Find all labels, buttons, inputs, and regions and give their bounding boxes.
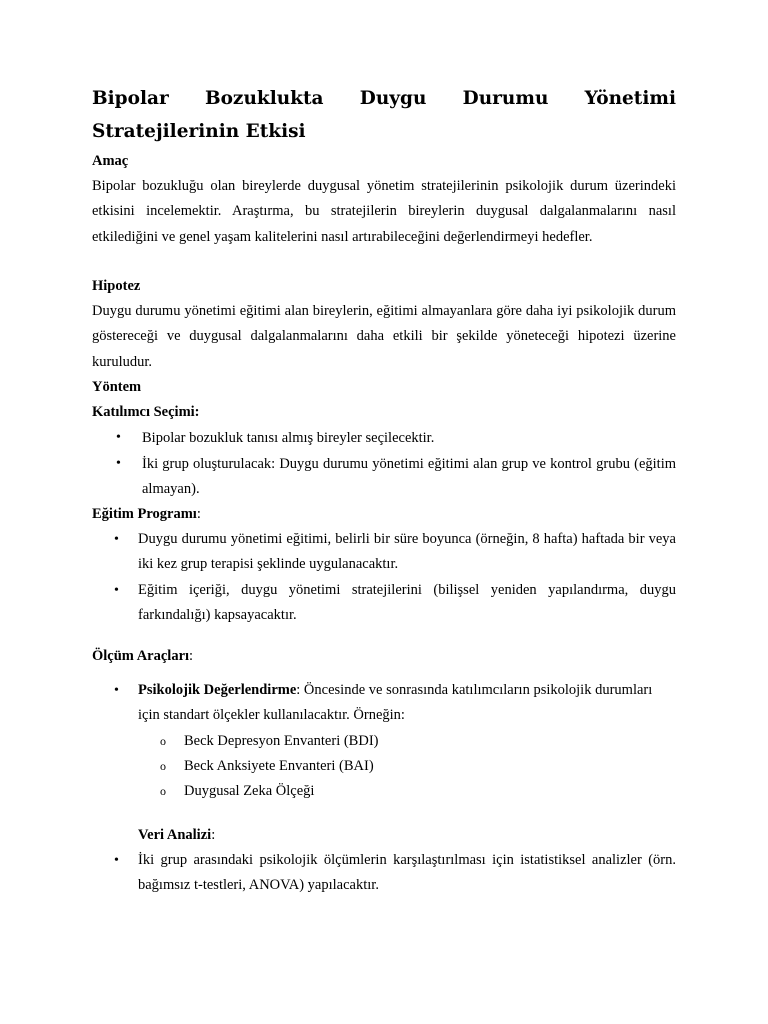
section-heading-hipotez: Hipotez bbox=[92, 278, 141, 294]
list-item: Eğitim içeriği, duygu yönetimi stratejilerini (bilişsel yeniden yapılandırma, duygu farkındalığı) kapsayacaktır. bbox=[138, 582, 676, 624]
bullet-icon: • bbox=[114, 853, 119, 868]
subheading-katilimci-secimi: Katılımcı Seçimi: bbox=[92, 404, 200, 420]
amac-paragraph: Bipolar bozukluğu olan bireylerde duygusal yönetim stratejilerinin psikolojik durum üzerindeki etkisini incelemektir. Araştırma, bu stratejilerin bireylerin duygusal dalgalanmalarını nasıl etkilediğini ve genel yaşam kalitelerini nasıl artırabileceğini değerlendirmeyi hedefler. bbox=[92, 178, 676, 245]
bullet-icon: • bbox=[114, 683, 119, 698]
subheading-veri-analizi bbox=[138, 823, 215, 848]
sub-list-item: Beck Depresyon Envanteri (BDI) bbox=[184, 733, 379, 749]
bullet-icon: • bbox=[114, 532, 119, 547]
subheading-colon: : bbox=[211, 827, 216, 843]
list-item bbox=[138, 678, 658, 729]
sub-list-item: Beck Anksiyete Envanteri (BAI) bbox=[184, 758, 374, 774]
sub-list-item: Duygusal Zeka Ölçeği bbox=[184, 783, 315, 799]
list-item: İki grup oluşturulacak: Duygu durumu yönetimi eğitimi alan grup ve kontrol grubu (eğitim almayan). bbox=[142, 456, 676, 498]
sub-bullet-icon: o bbox=[160, 759, 166, 773]
section-heading-amac: Amaç bbox=[92, 153, 129, 169]
subheading-label: Veri Analizi bbox=[138, 827, 212, 843]
hipotez-paragraph: Duygu durumu yönetimi eğitimi alan bireylerin, eğitimi almayanlara göre daha iyi psikolojik durum göstereceği ve duygusal dalgalanmalarını daha etkili bir şekilde yöneteceği hipotezi üzerine kuruludur. bbox=[92, 303, 676, 370]
section-heading-yontem: Yöntem bbox=[92, 379, 142, 395]
bullet-icon: • bbox=[116, 430, 121, 445]
subheading-label: Eğitim Programı bbox=[92, 506, 197, 522]
list-item-text: : Öncesinde ve sonrasında katılımcıların psikolojik durumları için standart ölçekler kullanılacaktır. Örneğin: bbox=[138, 682, 653, 724]
document-title: Bipolar Bozuklukta Duygu Durumu Yönetimi Stratejilerinin Etkisi bbox=[92, 88, 676, 142]
list-item: Bipolar bozukluk tanısı almış bireyler seçilecektir. bbox=[142, 430, 435, 446]
subheading-egitim-programi bbox=[92, 502, 201, 527]
sub-bullet-icon: o bbox=[160, 784, 166, 798]
list-item: Duygu durumu yönetimi eğitimi, belirli bir süre boyunca (örneğin, 8 hafta) haftada bir veya iki kez grup terapisi şeklinde uygulanacaktır. bbox=[138, 531, 676, 573]
bullet-icon: • bbox=[116, 456, 121, 471]
bullet-icon: • bbox=[114, 583, 119, 598]
subheading-olcum-araclari bbox=[92, 644, 193, 669]
subheading-colon: : bbox=[189, 648, 194, 664]
list-item-bold-label: Psikolojik Değerlendirme bbox=[138, 682, 297, 698]
subheading-label: Ölçüm Araçları bbox=[92, 648, 190, 664]
sub-bullet-icon: o bbox=[160, 734, 166, 748]
subheading-colon: : bbox=[196, 506, 201, 522]
list-item: İki grup arasındaki psikolojik ölçümlerin karşılaştırılması için istatistiksel analizler (örn. bağımsız t-testleri, ANOVA) yapılacaktır. bbox=[138, 852, 676, 894]
